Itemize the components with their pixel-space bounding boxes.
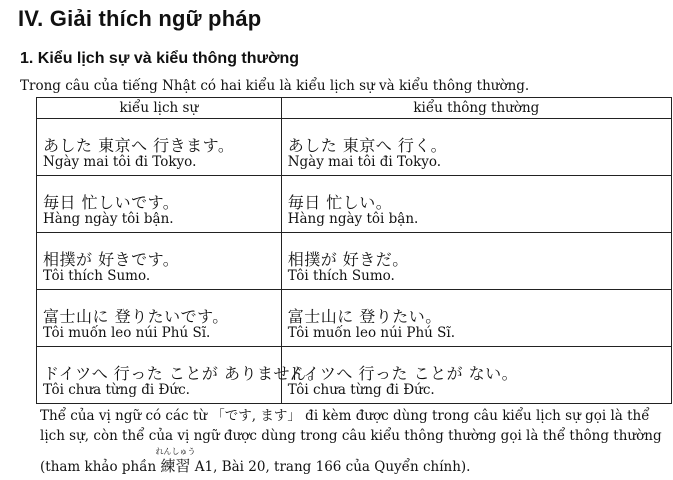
table-row <box>37 176 672 233</box>
plain-japanese: 富士山に 登りたい。 <box>287 307 442 326</box>
plain-vietnamese: Ngày mai tôi đi Tokyo. <box>287 154 442 170</box>
reference-ruby: れんしゅう <box>155 447 196 456</box>
plain-cell <box>281 119 671 176</box>
polite-vietnamese: Tôi muốn leo núi Phú Sĩ. <box>43 325 211 341</box>
plain-cell <box>281 290 671 347</box>
intro-paragraph: Trong câu của tiếng Nhật có hai kiểu là kiểu lịch sự và kiểu thông thường. <box>20 78 530 94</box>
polite-cell <box>37 347 324 404</box>
reference-kanji-text: 練習 <box>160 457 191 475</box>
polite-japanese: 毎日 忙しいです。 <box>43 193 180 212</box>
polite-vietnamese: Hàng ngày tôi bận. <box>43 211 174 227</box>
table-header-row <box>37 98 672 119</box>
reference-line <box>40 447 471 476</box>
reference-prefix: (tham khảo phần <box>40 459 157 475</box>
polite-cell <box>37 233 282 290</box>
plain-cell <box>281 347 671 404</box>
plain-cell <box>281 233 671 290</box>
plain-vietnamese: Tôi chưa từng đi Đức. <box>287 382 435 398</box>
explanation-line-2: lịch sự, còn thể của vị ngữ được dùng trong câu kiểu thông thường gọi là thể thông thường <box>40 428 662 444</box>
plain-cell <box>281 176 671 233</box>
polite-vietnamese: Tôi thích Sumo. <box>43 268 151 284</box>
header-polite: kiểu lịch sự <box>37 98 282 119</box>
plain-japanese: ドイツへ 行った ことが ない。 <box>287 364 519 383</box>
polite-japanese: ドイツへ 行った ことが ありません。 <box>43 364 324 383</box>
polite-vietnamese: Tôi chưa từng đi Đức. <box>43 382 190 398</box>
plain-vietnamese: Tôi thích Sumo. <box>287 268 395 284</box>
polite-cell <box>37 119 282 176</box>
table-row <box>37 233 672 290</box>
reference-suffix: A1, Bài 20, trang 166 của Quyển chính). <box>194 459 471 475</box>
plain-japanese: 相撲が 好きだ。 <box>287 250 409 269</box>
polite-japanese: 富士山に 登りたいです。 <box>43 307 229 326</box>
reference-kanji <box>155 447 196 476</box>
explanation-line-1: Thể của vị ngữ có các từ 「です, ます」 đi kèm được dùng trong câu kiểu lịch sự gọi là thể <box>40 408 650 424</box>
polite-japanese: 相撲が 好きです。 <box>43 250 180 269</box>
polite-cell <box>37 176 282 233</box>
plain-vietnamese: Hàng ngày tôi bận. <box>287 211 419 227</box>
table-row <box>37 119 672 176</box>
subsection-heading: 1. Kiểu lịch sự và kiểu thông thường <box>20 50 300 67</box>
plain-vietnamese: Tôi muốn leo núi Phú Sĩ. <box>287 325 456 341</box>
table-row <box>37 347 672 404</box>
header-plain: kiểu thông thường <box>281 98 671 119</box>
plain-japanese: あした 東京へ 行く。 <box>287 136 448 155</box>
grammar-table <box>36 97 672 404</box>
table-row <box>37 290 672 347</box>
polite-cell <box>37 290 282 347</box>
polite-vietnamese: Ngày mai tôi đi Tokyo. <box>43 154 197 170</box>
polite-japanese: あした 東京へ 行きます。 <box>43 136 235 155</box>
section-heading: IV. Giải thích ngữ pháp <box>18 6 262 31</box>
plain-japanese: 毎日 忙しい。 <box>287 193 393 212</box>
